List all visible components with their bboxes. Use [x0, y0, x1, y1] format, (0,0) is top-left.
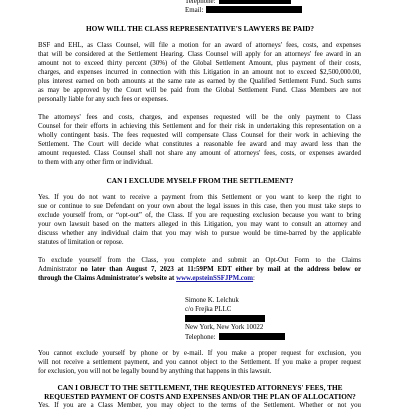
paragraph-line: statutes of limitation or repose.	[38, 239, 124, 246]
email-label: Email:	[185, 7, 204, 14]
redaction-bar	[219, 333, 285, 340]
address-firm: c/o Frejka PLLC	[185, 306, 232, 313]
paragraph-line: to them with any other firm or individual.	[38, 159, 153, 166]
paragraph-line: your own lawsuit based on the matters alleged in this Litigation, you may want to consult an attorney and	[38, 221, 361, 228]
address-name: Simone K. Lelchuk	[185, 297, 239, 304]
section-heading-exclude: CAN I EXCLUDE MYSELF FROM THE SETTLEMENT?	[106, 176, 294, 185]
paragraph-line-website	[38, 275, 255, 283]
section-heading-object-line1: CAN I OBJECT TO THE SETTLEMENT, THE REQUESTED ATTORNEYS' FEES, THE	[57, 383, 343, 392]
paragraph-line-deadline	[38, 266, 361, 274]
telephone-label: Telephone:	[185, 0, 216, 5]
paragraph-line: wholly contingent basis. The fees requested will compensate Class Counsel for their work in achieving the	[38, 132, 361, 139]
website-colon: :	[253, 275, 255, 282]
redaction-bar	[206, 6, 302, 13]
paragraph-line: Yes. If you are a Class Member, you may object to the terms of the Settlement. Whether or not you	[38, 402, 361, 409]
deadline-prefix: Administrator	[38, 266, 77, 273]
paragraph-line: To exclude yourself from the Class, you complete and submit an Opt-Out Form to the Claims	[38, 257, 361, 264]
paragraph-line: as may be approved by the Court will be paid from the Global Settlement Fund. Class Members are not	[38, 87, 361, 94]
paragraph-line: discuss whether any individual claim that you may wish to pursue would be time-barred by the applicable	[38, 230, 361, 237]
paragraph-line: Counsel for their efforts in achieving this Settlement and for their risk in undertaking this representation on a	[38, 123, 361, 130]
paragraph-line: plus interest earned on both amounts at the same rate as earned by the Qualified Settlement Fund. Such sums	[38, 78, 361, 85]
telephone-label: Telephone:	[185, 334, 216, 341]
paragraph-line: BSF and EHL, as Class Counsel, will file a motion for an award of attorneys' fees, costs, and expenses	[38, 42, 361, 49]
deadline-text: no later than August 7, 2023 at 11:59PM EDT either by mail at the address below or	[80, 266, 361, 273]
claims-website-link[interactable]: www.epsteinSSFJPM.com	[176, 275, 254, 282]
paragraph-line: You cannot exclude yourself by phone or by e-mail. If you make a proper request for exclusion, you	[38, 350, 361, 357]
paragraph-line: sue or continue to sue Defendant on your own about the legal issues in this case, then you must take steps to	[38, 203, 361, 210]
paragraph-line: charges, and expenses incurred in connection with this Litigation in an amount not to exceed $2,500,000.00,	[38, 69, 361, 76]
address-city: New York, New York 10022	[185, 324, 264, 331]
paragraph-line: that will be considered at the Settlement Hearing. Class Counsel will apply for an attorneys' fee award in an	[38, 51, 361, 58]
contact-email-line	[185, 6, 302, 15]
redaction-bar	[219, 0, 291, 4]
paragraph-line: amount not to exceed thirty percent (30%) of the Global Settlement Amount, plus payment of their costs,	[38, 60, 361, 67]
paragraph-line: Yes. If you do not want to receive a payment from this Settlement or you want to keep the right to	[38, 194, 361, 201]
website-intro: through the Claims Administrator's website at	[38, 275, 175, 282]
section-heading-lawyers-paid: HOW WILL THE CLASS REPRESENTATIVE'S LAWYERS BE PAID?	[85, 24, 315, 33]
paragraph-line: for exclusion, you will not be legally bound by anything that happens in this lawsuit.	[38, 368, 272, 375]
paragraph-line: Settlement. The Court will decide what constitutes a reasonable fee award and may award less than the	[38, 141, 361, 148]
paragraph-line: exclude yourself from, or “opt-out” of, the Class. If you are requesting exclusion because you want to bring	[38, 212, 361, 219]
paragraph-line: personally liable for any such fees or expenses.	[38, 96, 169, 103]
paragraph-line: The attorneys' fees and costs, charges, and expenses requested will be the only payment to Class	[38, 114, 361, 121]
paragraph-line: amount requested. Class Counsel shall not share any amount of attorneys' fees, costs, or expenses awarded	[38, 150, 361, 157]
section-heading-object-line2: REQUESTED PAYMENT OF COSTS AND EXPENSES AND/OR THE PLAN OF ALLOCATION?	[44, 392, 356, 401]
address-telephone-line	[185, 333, 285, 342]
address-street-redaction	[185, 315, 265, 322]
paragraph-line: will not receive a settlement payment, and you cannot object to the Settlement. If you make a proper request	[38, 359, 361, 366]
